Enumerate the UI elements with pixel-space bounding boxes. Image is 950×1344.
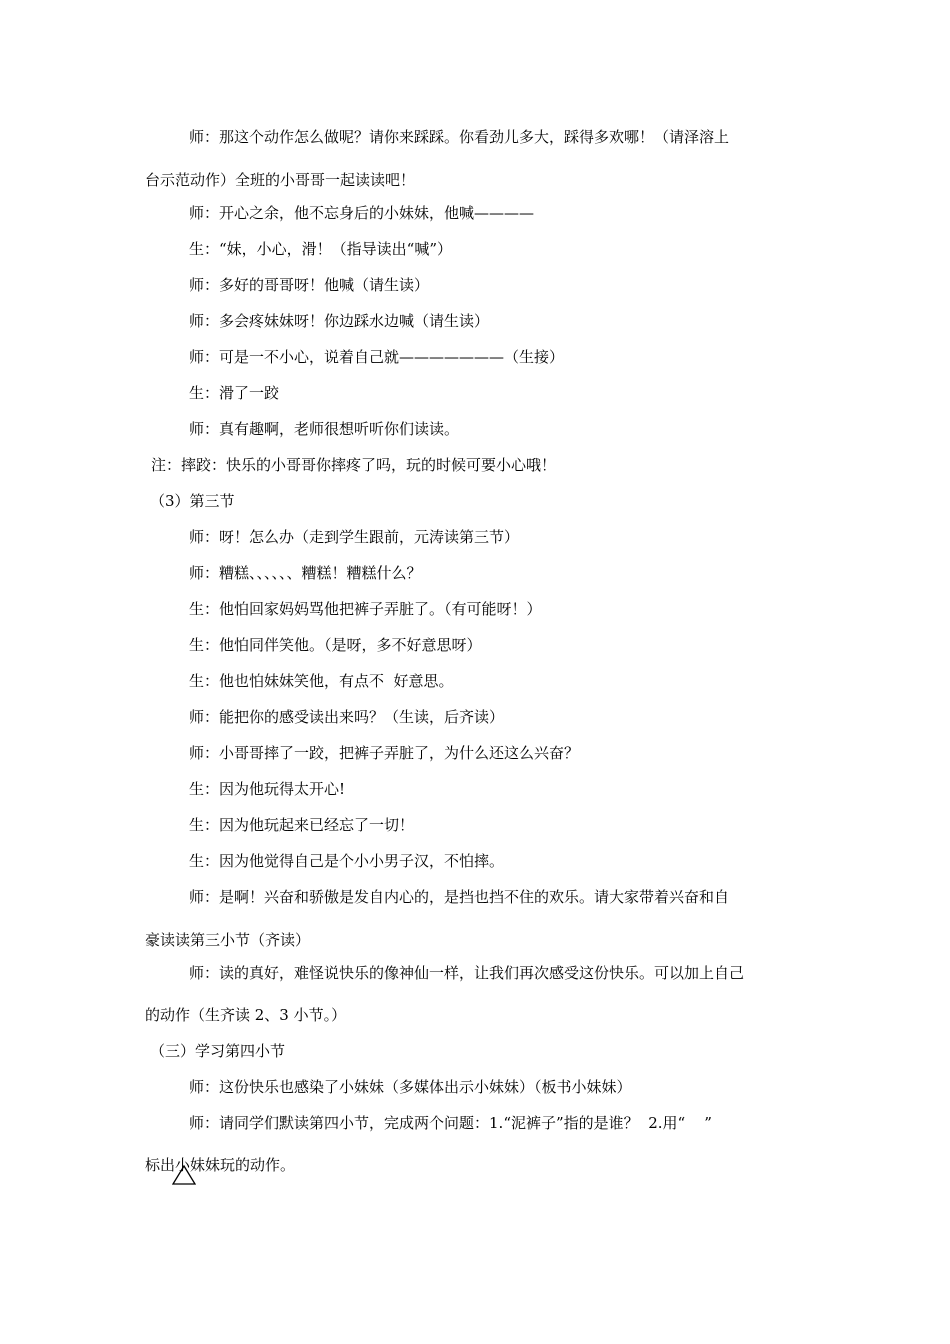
paragraph-line: 生：他也怕妹妹笑他，有点不 好意思。 [189, 672, 454, 690]
paragraph-line: 师：这份快乐也感染了小妹妹（多媒体出示小妹妹）（板书小妹妹） [189, 1078, 632, 1096]
paragraph-line: 师：多好的哥哥呀！他喊（请生读） [189, 276, 430, 294]
paragraph-line: 师：可是一不小心，说着自己就———————（生接） [189, 348, 565, 366]
paragraph-line: 师：开心之余，他不忘身后的小妹妹，他喊———— [189, 204, 535, 222]
paragraph-line: 生：因为他觉得自己是个小小男子汉，不怕摔。 [189, 852, 505, 870]
paragraph-line: 生：因为他玩得太开心! [189, 780, 346, 798]
paragraph-line: 师：多会疼妹妹呀！你边踩水边喊（请生读） [189, 312, 490, 330]
paragraph-line: 生：他怕回家妈妈骂他把裤子弄脏了。（有可能呀！） [189, 600, 542, 618]
paragraph-line: 师：能把你的感受读出来吗？（生读，后齐读） [189, 708, 505, 726]
note-line: 注：摔跤：快乐的小哥哥你摔疼了吗，玩的时候可要小心哦！ [151, 456, 557, 474]
paragraph-line: 师：那这个动作怎么做呢？请你来踩踩。你看劲儿多大，踩得多欢哪！（请泽溶上 [189, 128, 730, 146]
paragraph-line: 生：“妹，小心，滑！（指导读出“喊”） [189, 240, 453, 258]
paragraph-line: 师：糟糕、、、、、、糟糕！糟糕什么？ [189, 564, 422, 582]
paragraph-line: 师：呀！怎么办（走到学生跟前，元涛读第三节） [189, 528, 520, 546]
paragraph-line: 生：因为他玩起来已经忘了一切！ [189, 816, 415, 834]
paragraph-line: 师：是啊！兴奋和骄傲是发自内心的，是挡也挡不住的欢乐。请大家带着兴奋和自 [189, 888, 730, 906]
section-heading: （3）第三节 [150, 492, 235, 510]
triangle-mark-icon [172, 1165, 196, 1185]
paragraph-line: 师：读的真好，难怪说快乐的像神仙一样，让我们再次感受这份快乐。可以加上自己 [189, 964, 745, 982]
paragraph-line: 师：请同学们默读第四小节，完成两个问题：1.“泥裤子”指的是谁？ 2.用“ ” [189, 1114, 712, 1132]
paragraph-line: 生：他怕同伴笑他。（是呀，多不好意思呀） [189, 636, 482, 654]
section-heading: （三）学习第四小节 [150, 1042, 286, 1060]
paragraph-line: 台示范动作）全班的小哥哥一起读读吧！ [145, 171, 416, 189]
paragraph-line: 的动作（生齐读 2、3 小节。） [145, 1006, 347, 1024]
paragraph-line: 生：滑了一跤 [189, 384, 280, 402]
paragraph-line: 师：小哥哥摔了一跤，把裤子弄脏了，为什么还这么兴奋？ [189, 744, 580, 762]
paragraph-line: 师：真有趣啊，老师很想听听你们读读。 [189, 420, 460, 438]
paragraph-line: 标出小妹妹玩的动作。 [145, 1156, 296, 1174]
paragraph-line: 豪读读第三小节（齐读） [145, 931, 311, 949]
